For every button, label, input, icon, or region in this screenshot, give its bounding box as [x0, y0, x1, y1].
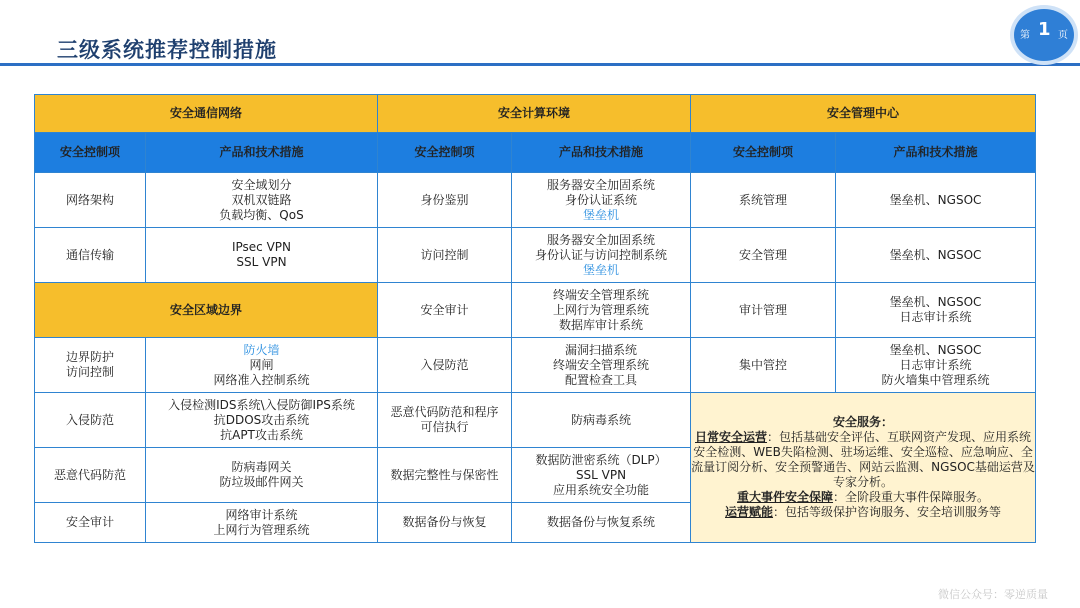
control-measures-table	[34, 94, 1036, 543]
services-enable-text: ：包括等级保护咨询服务、安全培训服务等	[773, 505, 1002, 519]
services-major-text: ：全阶段重大事件保障服务。	[833, 490, 990, 504]
section-boundary-header: 安全区域边界	[35, 283, 378, 338]
boundary-measures: 网络审计系统 上网行为管理系统	[146, 503, 378, 543]
mgmt-item: 集中管控	[691, 338, 836, 393]
compute-item: 恶意代码防范和程序 可信执行	[378, 393, 512, 448]
section-network-header: 安全通信网络	[35, 95, 378, 133]
mgmt-measures: 堡垒机、NGSOC 日志审计系统	[836, 283, 1036, 338]
services-daily-text: ：包括基础安全评估、互联网资产发现、应用系统安全检测、WEB失陷检测、驻场运维、安全巡检、应急响应、全流量订阅分析、安全预警通告、网站云监测、NGSOC基础运营及专家分析。	[691, 430, 1035, 489]
title-underline	[0, 63, 1080, 66]
security-services-box	[691, 393, 1036, 543]
compute-measures: 数据备份与恢复系统	[512, 503, 691, 543]
boundary-item: 入侵防范	[35, 393, 146, 448]
col-header-item: 安全控制项	[378, 133, 512, 173]
boundary-item: 安全审计	[35, 503, 146, 543]
services-daily-heading: 日常安全运营	[695, 430, 768, 444]
page-prefix: 第	[1020, 30, 1030, 41]
mgmt-measures: 堡垒机、NGSOC 日志审计系统 防火墙集中管理系统	[836, 338, 1036, 393]
mgmt-item: 审计管理	[691, 283, 836, 338]
compute-measures: 漏洞扫描系统 终端安全管理系统 配置检查工具	[512, 338, 691, 393]
compute-item: 数据备份与恢复	[378, 503, 512, 543]
network-item: 通信传输	[35, 228, 146, 283]
col-header-measures: 产品和技术措施	[512, 133, 691, 173]
col-header-item: 安全控制项	[35, 133, 146, 173]
col-header-measures: 产品和技术措施	[146, 133, 378, 173]
services-title: 安全服务：	[833, 415, 894, 429]
page-title: 三级系统推荐控制措施	[57, 38, 277, 62]
compute-item: 数据完整性与保密性	[378, 448, 512, 503]
compute-item: 入侵防范	[378, 338, 512, 393]
page-suffix: 页	[1058, 30, 1068, 41]
page-number: 1	[1038, 19, 1051, 40]
compute-item: 安全审计	[378, 283, 512, 338]
section-mgmt-header: 安全管理中心	[691, 95, 1036, 133]
mgmt-measures: 堡垒机、NGSOC	[836, 228, 1036, 283]
compute-measures: 服务器安全加固系统 身份认证系统 堡垒机	[512, 173, 691, 228]
services-enable-heading: 运营赋能	[725, 505, 774, 519]
compute-item: 身份鉴别	[378, 173, 512, 228]
section-compute-header: 安全计算环境	[378, 95, 691, 133]
network-item: 网络架构	[35, 173, 146, 228]
compute-measures: 服务器安全加固系统 身份认证与访问控制系统 堡垒机	[512, 228, 691, 283]
network-measures: 安全域划分 双机双链路 负载均衡、QoS	[146, 173, 378, 228]
boundary-measures: 防病毒网关 防垃圾邮件网关	[146, 448, 378, 503]
compute-measures: 终端安全管理系统 上网行为管理系统 数据库审计系统	[512, 283, 691, 338]
boundary-item: 边界防护 访问控制	[35, 338, 146, 393]
col-header-measures: 产品和技术措施	[836, 133, 1036, 173]
mgmt-measures: 堡垒机、NGSOC	[836, 173, 1036, 228]
compute-measures: 防病毒系统	[512, 393, 691, 448]
watermark: 微信公众号：零逆质量	[938, 588, 1048, 601]
boundary-measures: 入侵检测IDS系统\入侵防御IPS系统 抗DDOS攻击系统 抗APT攻击系统	[146, 393, 378, 448]
compute-measures: 数据防泄密系统（DLP） SSL VPN 应用系统安全功能	[512, 448, 691, 503]
mgmt-item: 安全管理	[691, 228, 836, 283]
boundary-measures: 防火墙 网闸 网络准入控制系统	[146, 338, 378, 393]
network-measures: IPsec VPN SSL VPN	[146, 228, 378, 283]
col-header-item: 安全控制项	[691, 133, 836, 173]
boundary-item: 恶意代码防范	[35, 448, 146, 503]
compute-item: 访问控制	[378, 228, 512, 283]
services-major-heading: 重大事件安全保障	[737, 490, 834, 504]
page-number-badge	[1014, 9, 1074, 61]
mgmt-item: 系统管理	[691, 173, 836, 228]
